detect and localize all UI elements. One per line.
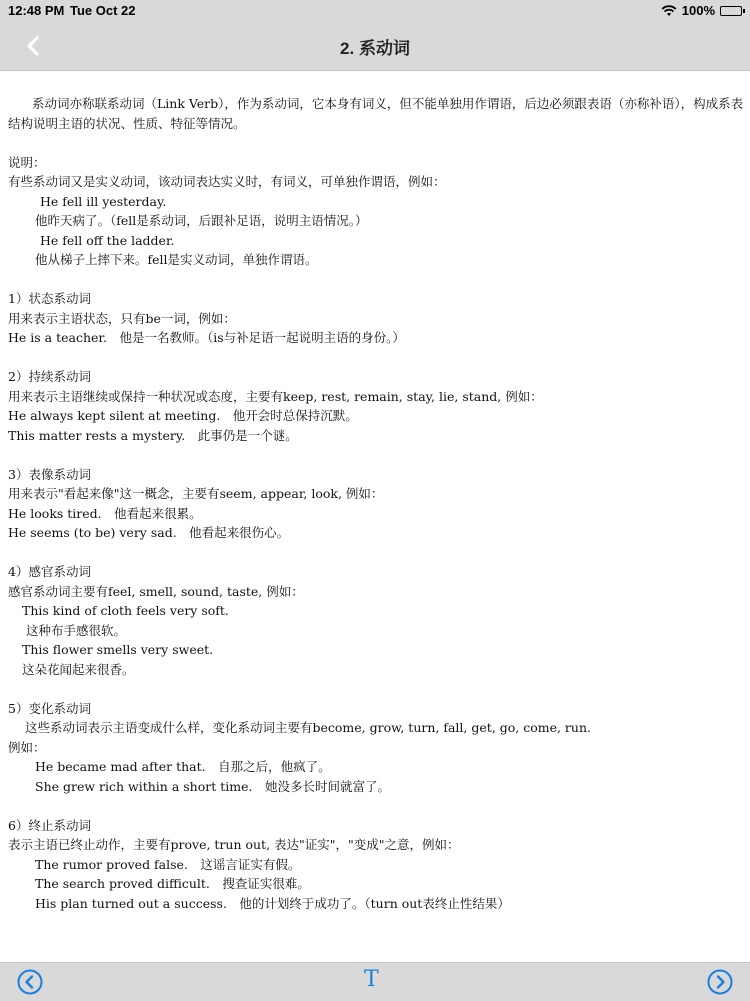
- example-sentence: He fell off the ladder.: [40, 232, 175, 248]
- section-text: 表示主语已终止动作，主要有prove, trun out, 表达"证实"，"变成"之意，例如：: [8, 837, 460, 852]
- text-size-button[interactable]: T: [364, 967, 379, 992]
- section-heading: 2）持续系动词: [8, 369, 91, 384]
- example-sentence: He became mad after that. 自那之后，他疯了。: [35, 759, 331, 774]
- example-translation: 他从梯子上摔下来。fell是实义动词，单独作谓语。: [35, 252, 318, 267]
- example-sentence: This flower smells very sweet.: [22, 642, 214, 657]
- status-bar: [0, 0, 750, 22]
- example-sentence: He fell ill yesterday.: [40, 193, 167, 209]
- article-content: [8, 94, 744, 913]
- section-text: 感官系动词主要有feel, smell, sound, taste, 例如：: [8, 583, 304, 599]
- status-right: [661, 3, 742, 18]
- example-sentence: He always kept silent at meeting. 他开会时总保持沉默。: [8, 408, 358, 423]
- battery-icon: [720, 6, 742, 16]
- section-text: 这些系动词表示主语变成什么样，变化系动词主要有become, grow, turn, fall, get, go, come, run.: [25, 720, 591, 735]
- section-heading: 1）状态系动词: [8, 291, 91, 306]
- next-page-icon[interactable]: [707, 969, 733, 995]
- example-sentence: She grew rich within a short time. 她没多长时间就富了。: [35, 778, 390, 794]
- intro-paragraph: [8, 94, 744, 133]
- section-text: 用来表示主语继续或保持一种状况或态度，主要有keep, rest, remain, stay, lie, stand, 例如：: [8, 388, 543, 404]
- example-sentence: He is a teacher. 他是一名教师。（is与补足语一起说明主语的身份。）: [8, 330, 405, 345]
- note-text: 有些系动词又是实义动词，该动词表达实义时，有词义，可单独作谓语，例如：: [8, 174, 446, 189]
- section-text: 用来表示主语状态，只有be一词，例如：: [8, 310, 236, 326]
- section-heading: 3）表像系动词: [8, 466, 91, 482]
- example-translation: 他昨天病了。（fell是系动词，后跟补足语，说明主语情况。）: [35, 213, 368, 228]
- section-text: 用来表示"看起来像"这一概念，主要有seem, appear, look, 例如：: [8, 486, 384, 501]
- example-sentence: He seems (to be) very sad. 他看起来很伤心。: [8, 525, 290, 540]
- example-sentence: The rumor proved false. 这谣言证实有假。: [35, 856, 301, 872]
- example-sentence: This matter rests a mystery. 此事仍是一个谜。: [8, 427, 298, 443]
- section-heading: 6）终止系动词: [8, 817, 91, 833]
- previous-page-icon[interactable]: [17, 969, 43, 995]
- note-heading: 说明：: [8, 154, 46, 170]
- example-translation: 这朵花闻起来很香。: [22, 661, 135, 677]
- intro-text: 系动词亦称联系动词（Link Verb），作为系动词，它本身有词义，但不能单独用作谓语，后边必须跟表语（亦称补语），构成系表结构说明主语的状况、性质、特征等情况。: [8, 96, 744, 131]
- example-translation: 这种布手感很软。: [26, 622, 127, 638]
- navigation-bar: [0, 22, 750, 71]
- page-title: 2. 系动词: [340, 39, 410, 58]
- section-heading: 5）变化系动词: [8, 700, 91, 716]
- battery-percent: 100%: [681, 3, 715, 18]
- example-sentence: This kind of cloth feels very soft.: [22, 603, 229, 618]
- example-sentence: He looks tired. 他看起来很累。: [8, 505, 202, 521]
- bottom-toolbar: [0, 962, 750, 1001]
- status-time: 12:48 PM: [8, 3, 65, 18]
- wifi-icon: [661, 5, 677, 17]
- section-heading: 4）感官系动词: [8, 564, 91, 579]
- status-date: Tue Oct 22: [70, 3, 136, 18]
- example-sentence: The search proved difficult. 搜查证实很难。: [35, 876, 310, 891]
- example-sentence: His plan turned out a success. 他的计划终于成功了。（turn out表终止性结果）: [35, 895, 510, 911]
- section-text: 例如：: [8, 739, 46, 755]
